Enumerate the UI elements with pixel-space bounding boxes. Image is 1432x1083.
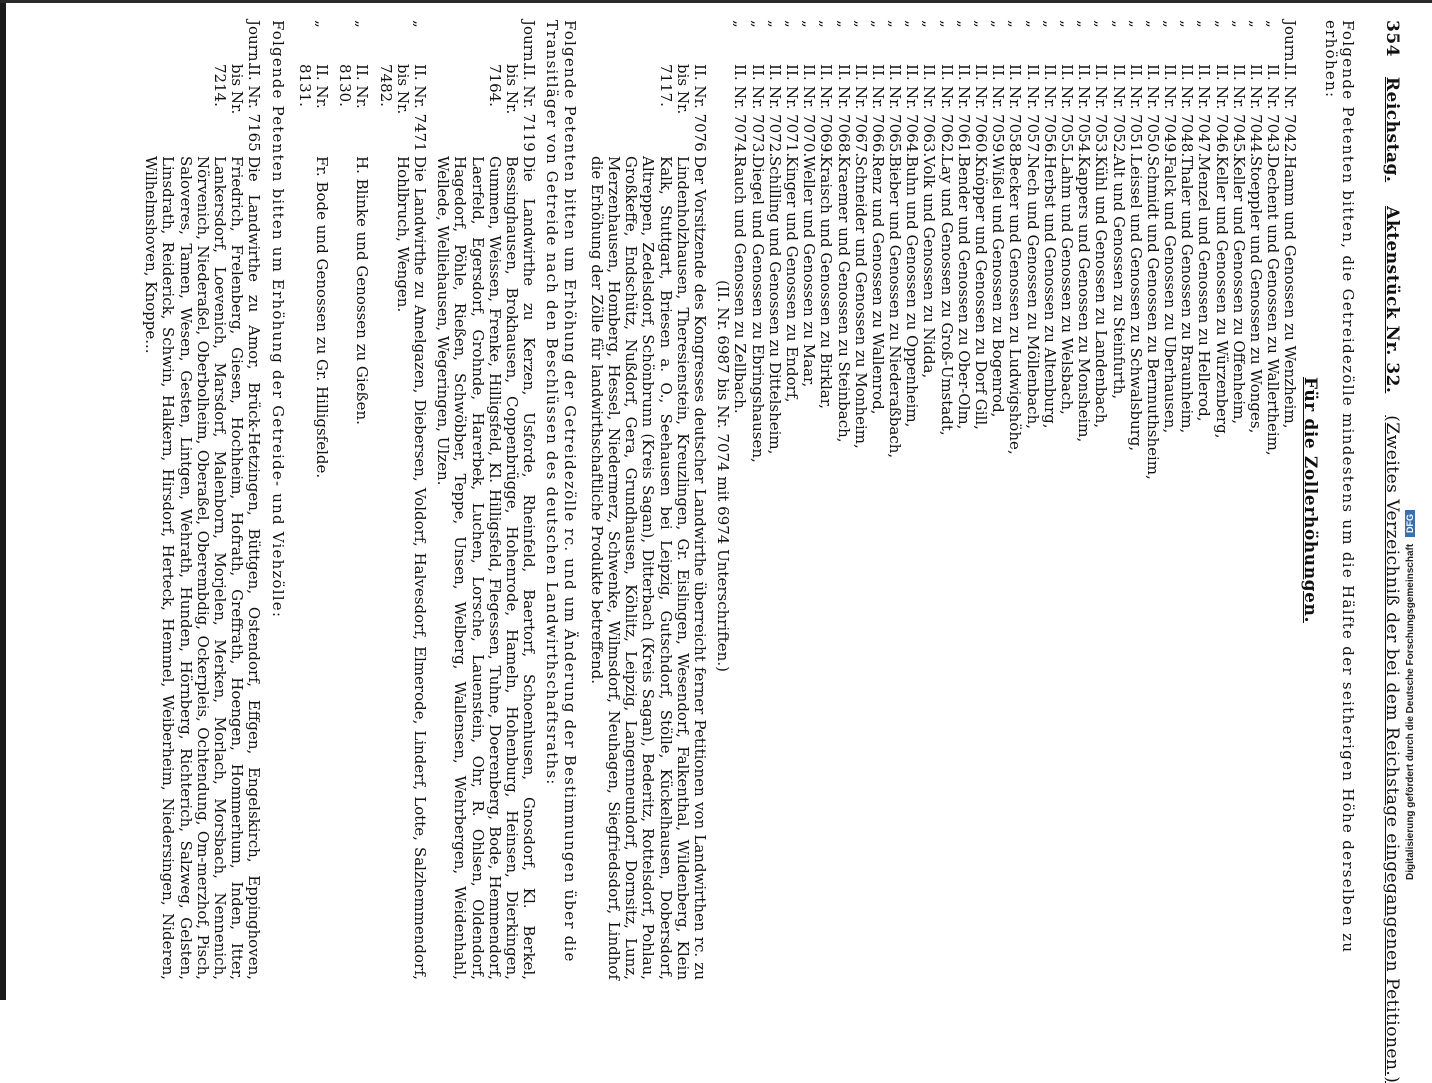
scan-edge-top: [0, 0, 1432, 3]
signatures-note: (II. Nr. 6987 bis Nr. 7074 mit 6974 Unterschriften.): [714, 280, 733, 672]
journal-prefix: „: [868, 20, 887, 28]
petition-section: II.: [886, 64, 905, 81]
petition-row: [972, 20, 989, 980]
petition-section: II.: [903, 64, 922, 81]
petitioner-name: Diegel und Genossen zu Ebringshausen,: [748, 156, 767, 463]
journal-prefix: „: [834, 20, 853, 28]
journal-prefix: „: [920, 20, 939, 28]
petition-block: Journ. II. Nr. 7165 bis Nr. 7214. Die Landwirthe zu Amor, Brück-Hetzingen, Büttgen, Ostendorf, Effgen, Engelskirch, Eppinghoven, Friedrich, Frelenberg, Giesen, Hochheim, Hofrath, Greffrath, Hoengen, Hommerhum, Inden, Itter, Lankersdorf, Loevenich, Marsdorf, Malenborn, Morjelen, Merken, Morlach, Morsbach, Nennenich, Nörvenich, Niederaßel, Oberbolheim, Oberaßel, Oberembdig, Ockerpleis, Ochtendung, Om-merzhof, Pisch, Saloveres, Tamen, Wesen, Gesten, Lintgen, Wehrath, Hunden, Hörnberg, Richterich, Salzweg, Gelsten, Linsdrath, Reiderick, Schwin, Halkern, Hirsdorf, Herteck, Hemmel, Weiberheim, Niedersingen, Nideren, Wilhelmshoven, Knoppe...: [142, 20, 264, 980]
petitioner-name: Kühl und Genossen zu Landenbach,: [1092, 156, 1111, 429]
petitioner-name: Nech und Genossen zu Möllenbach,: [1023, 156, 1042, 430]
petition-row: [748, 20, 765, 980]
petition-row: [937, 20, 954, 980]
journal-prefix: „: [972, 20, 991, 28]
petitioner-name: Kraisch und Genossen zu Birklar,: [817, 156, 836, 410]
petition-row: [1144, 20, 1161, 980]
petitioner-name: Schmidt und Genossen zu Bernnuthsheim,: [1143, 156, 1162, 480]
journal-prefix: „: [886, 20, 905, 28]
rotated-page: [60, 20, 1402, 1083]
petition-number: Nr. 7054.: [1075, 86, 1094, 158]
petitioner-name: Keller und Genossen zu Offenheim,: [1229, 156, 1248, 425]
petitioner-name: Weller und Genossen zu Maar,: [800, 156, 819, 388]
petition-number: Nr. 7062.: [937, 86, 956, 158]
petition-number: Nr. 7044.: [1247, 86, 1266, 158]
journal-prefix: „: [1040, 20, 1059, 28]
petition-block: „ II. Nr. 8131. Fr. Bode und Genossen zu Gr. Hilligsfelde.: [296, 20, 330, 980]
petition-subject: die Erhöhung der Zölle für landwirthschaftliche Produkte betreffend.: [587, 156, 606, 684]
petitioner-name: Kinger und Genossen zu Endorf,: [782, 156, 801, 403]
petition-text: Die Landwirthe zu Amelgazen, Diebersen, Voldorf, Halvesdorf, Elmerode, Linderf, Lotte, Salzhemmendorf, Hohlbruch, Wengen.: [393, 156, 429, 980]
petition-row: [817, 20, 834, 980]
header-subtitle: (Zweites Verzeichniß der bei dem Reichstage eingegangenen Petitionen.): [1382, 415, 1402, 1083]
petition-ref: II. Nr. 7076 bis Nr. 7117.: [656, 64, 709, 152]
petition-section: II.: [1075, 64, 1094, 81]
petition-text: Fr. Bode und Genossen zu Gr. Hilligsfelde.: [312, 156, 331, 479]
petitioner-name: Rauch und Genossen zu Zellbach.: [731, 156, 750, 414]
petition-section: II.: [765, 64, 784, 81]
petition-section: II.: [1229, 64, 1248, 81]
journal-prefix: „: [1109, 20, 1128, 28]
petition-number: Nr. 7053.: [1092, 86, 1111, 158]
petitioner-name: Schilling und Genossen zu Dittelsheim,: [765, 156, 784, 455]
petition-section: II.: [1264, 64, 1283, 81]
petition-number: Nr. 7073.: [748, 86, 767, 158]
petition-section: II.: [954, 64, 973, 81]
petition-section: II.: [1023, 64, 1042, 81]
petition-number: Nr. 7072.: [765, 86, 784, 158]
journal-prefix: „: [1126, 20, 1145, 28]
journal-prefix: „: [765, 20, 784, 28]
petition-section: II.: [1057, 64, 1076, 81]
petition-row: [869, 20, 886, 980]
petition-number: Nr. 7042.: [1281, 86, 1300, 158]
petitioner-name: Renz und Genossen zu Wallenrod,: [868, 156, 887, 415]
petition-section: II.: [748, 64, 767, 81]
petition-row: [1092, 20, 1109, 980]
petition-text: H. Blinke und Genossen zu Gießen.: [353, 156, 372, 425]
petition-section: II.: [868, 64, 887, 81]
journal-prefix: „: [1092, 20, 1111, 28]
petition-number: Nr. 7047.: [1195, 86, 1214, 158]
petition-number: Nr. 7045.: [1229, 86, 1248, 158]
petition-number: Nr. 7046.: [1212, 86, 1231, 158]
petition-block: Journ. II. Nr. 7119 bis Nr. 7164. Die Landwirthe zu Kerzen, Usforde, Rheinfeld, Baertorf, Schoenhusen, Gnosdorf, Kl. Berkel, Bessinghausen, Brokhausen, Coppenbrügge, Hohenrode, Hameln, Hohenburg, Heinsen, Dierkingen, Gummen, Weissen, Frenke, Hilligsfeld, Kl. Hilligsfeld, Flegessen, Tuhne, Doerenberg, Bode, Hemmendorf, Laerfeld, Egersdorf, Grohnde, Harerbek, Luchen, Lorsche, Lauenstein, Ohr, R. Ohlsen, Oldendorf, Hagedorf, Pöhle, Rießen, Schwöbber, Teppe, Unsen, Welberg, Wallensen, Wehrbergen, Weidenhahl, Wellede, Welliehausen, Wegeringen, Ulzen.: [434, 20, 539, 980]
petition-number: Nr. 7063.: [920, 86, 939, 158]
petition-row: [1230, 20, 1247, 980]
journal-prefix: „: [1057, 20, 1076, 28]
petition-section: II.: [731, 64, 750, 81]
petition-block: „ II. Nr. 7471 bis Nr. 7482. Die Landwirthe zu Amelgazen, Diebersen, Voldorf, Halvesdorf, Elmerode, Linderf, Lotte, Salzhemmendorf, Hohlbruch, Wengen.: [376, 20, 429, 980]
petition-row: [1058, 20, 1075, 980]
petition-row: [783, 20, 800, 980]
petition-number: Nr. 7070.: [800, 86, 819, 158]
petition-section: II.: [851, 64, 870, 81]
journal-prefix: „: [851, 20, 870, 28]
annex-title: Aktenstück Nr. 32.: [1382, 206, 1402, 394]
petition-number: Nr. 7055.: [1057, 86, 1076, 158]
journal-prefix: „: [1229, 20, 1248, 28]
petitioner-name: Thaler und Genossen zu Braunheim,: [1178, 156, 1197, 434]
journal-prefix: „: [954, 20, 973, 28]
petitioner-name: Kraemer und Genossen zu Steinbach,: [834, 156, 853, 443]
petitioner-name: Menzel und Genossen zu Hellerod,: [1195, 156, 1214, 422]
petition-row: [1109, 20, 1126, 980]
petition-number: Nr. 7051.: [1126, 86, 1145, 158]
petition-number: Nr. 7066.: [868, 86, 887, 158]
petitioner-name: Bieber und Genossen zu Niederaßbach,: [886, 156, 905, 459]
petitioner-name: Lay und Genossen zu Groß-Umstadt,: [937, 156, 956, 436]
petition-number: Nr. 7052.: [1109, 86, 1128, 158]
petition-row: [834, 20, 851, 980]
petition-number: Nr. 7043.: [1264, 86, 1283, 158]
journal-prefix: „: [1023, 20, 1042, 28]
petition-number: Nr. 7056.: [1040, 86, 1059, 158]
petition-number: Nr. 7049.: [1161, 86, 1180, 158]
petition-ref: II. Nr. 7165 bis Nr. 7214.: [210, 64, 264, 152]
journal-prefix: „: [1178, 20, 1197, 28]
petition-row: [1178, 20, 1195, 980]
petitioner-name: Leissel und Genossen zu Schwalsburg,: [1126, 156, 1145, 452]
journal-prefix: „: [1143, 20, 1162, 28]
petitioner-name: Volk und Genossen zu Nidda,: [920, 156, 939, 379]
petition-number: Nr. 7057.: [1023, 86, 1042, 158]
journal-prefix: „: [1195, 20, 1214, 28]
petition-row: [1212, 20, 1229, 980]
dfg-logo: DFG: [1405, 510, 1415, 537]
petition-text: Der Vorsitzende des Kongresses deutscher Landwirthe überreicht ferner Petitionen von Landwirthen rc. zu Lindenholzhausen, Theresienstein, Kreuzlingen, Gr. Eislingen, Wesendorf, Falkenthal, Wildenberg, Klein Kalk, Stuttgart, Briesen a. O., Seehausen bei Leipzig, Gutschdorf, Stölle, Kückelhausen, Dobersdorf, Altreppen, Zedelsdorf, Schönbrunn (Kreis Sagan), Ditterbach (Kreis Sagan), Bederitz, Rottelsdorf, Pohlau, Großkeffe, Endschütz, Nußdorf, Gera, Grundhausen, Köhlitz, Leipzig, Langenneundorf, Dornsitz, Lunz, Merzenhausen, Homberg, Hessel, Niedermerz, Schwenke, Wilmsdorf, Neuhagen, Siegfriedsdorf, Lindhof: [604, 156, 709, 980]
petitioner-name: Falck und Genossen zu Uberhausen,: [1161, 156, 1180, 434]
journal-prefix: „: [731, 20, 750, 28]
petition-section: II.: [1281, 64, 1300, 81]
journal-prefix: „: [1006, 20, 1025, 28]
journal-prefix: „: [1075, 20, 1094, 28]
petition-number: Nr. 7068.: [834, 86, 853, 158]
petitioner-name: Keller und Genossen zu Würzenberg,: [1212, 156, 1231, 439]
petition-section: II.: [1161, 64, 1180, 81]
petition-section: II.: [1212, 64, 1231, 81]
petition-list: [731, 20, 1298, 980]
petition-section: II.: [1126, 64, 1145, 81]
dfg-note-text: Digitalisierung gefördert durch die Deutsche Forschungsgemeinschaft: [1405, 543, 1416, 880]
petition-number: Nr. 7074.: [731, 86, 750, 158]
journal-prefix: „: [903, 20, 922, 28]
petition-section: II.: [1040, 64, 1059, 81]
petition-section: II.: [972, 64, 991, 81]
petitioner-name: Bender und Genossen zu Ober-Olm,: [954, 156, 973, 430]
section-title: Für die Zollerhöhungen.: [1299, 376, 1320, 624]
petition-number: Nr. 7065.: [886, 86, 905, 158]
petition-ref: II. Nr. 7471 bis Nr. 7482.: [376, 64, 429, 152]
intro-paragraph-3: Folgende Petenten bitten um Erhöhung der Getreide- und Viehzölle:: [268, 20, 287, 619]
petition-number: Nr. 7060.: [972, 86, 991, 158]
petitioner-name: Alt und Genossen zu Steinfurth,: [1109, 156, 1128, 400]
page-header: [1368, 20, 1402, 1083]
petition-section: II.: [937, 64, 956, 81]
petition-row: [886, 20, 903, 980]
petition-block: [588, 20, 708, 980]
petition-number: Nr. 7059.: [989, 86, 1008, 158]
petitioner-name: Kappers und Genossen zu Monsheim,: [1075, 156, 1094, 443]
petition-row: [1023, 20, 1040, 980]
petition-number: Nr. 7058.: [1006, 86, 1025, 158]
petitioner-name: Schneider und Genossen zu Monheim,: [851, 156, 870, 449]
petition-block: „ II. Nr. 8130. H. Blinke und Genossen zu Gießen.: [336, 20, 370, 980]
petition-number: Nr. 7048.: [1178, 86, 1197, 158]
petition-row: [920, 20, 937, 980]
journal-prefix: „: [937, 20, 956, 28]
journal-prefix: „: [989, 20, 1008, 28]
journal-prefix: Journ.: [1281, 20, 1300, 67]
petition-row: [1075, 20, 1092, 980]
petition-row: [1041, 20, 1058, 980]
petition-section: II.: [1195, 64, 1214, 81]
petition-number: Nr. 7050.: [1143, 86, 1162, 158]
petition-row: [1161, 20, 1178, 980]
petition-section: II.: [1143, 64, 1162, 81]
petitioner-name: Buhn und Genossen zu Oppenheim,: [903, 156, 922, 428]
petition-section: II.: [1178, 64, 1197, 81]
petition-row: [903, 20, 920, 980]
petition-row: [989, 20, 1006, 980]
petition-number: Nr. 7061.: [954, 86, 973, 158]
petitioner-name: Knöpper und Genossen zu Dorf Gill,: [972, 156, 991, 430]
text-body: [142, 20, 1356, 980]
petitioner-name: Stoeppler und Genossen zu Wonges,: [1247, 156, 1266, 434]
intro-paragraph: Folgende Petenten bitten, die Getreidezölle mindestens um die Hälfte der seitherigen Höhe derselben zu erhöhen:: [1321, 20, 1357, 954]
petition-section: II.: [920, 64, 939, 81]
journal-prefix: „: [1264, 20, 1283, 28]
journal-prefix: „: [1161, 20, 1180, 28]
petition-section: II.: [834, 64, 853, 81]
petition-number: Nr. 7064.: [903, 86, 922, 158]
petition-number: Nr. 7069.: [817, 86, 836, 158]
journal-prefix: „: [748, 20, 767, 28]
petition-row: [1281, 20, 1298, 980]
petitioner-name: Lahm und Genossen zu Welsbach,: [1057, 156, 1076, 415]
petition-text: Die Landwirthe zu Kerzen, Usforde, Rheinfeld, Baertorf, Schoenhusen, Gnosdorf, Kl. Berkel, Bessinghausen, Brokhausen, Coppenbrügge, Hohenrode, Hameln, Hohenburg, Heinsen, Dierkingen, Gummen, Weissen, Frenke, Hilligsfeld, Kl. Hilligsfeld, Flegessen, Tuhne, Doerenberg, Bode, Hemmendorf, Laerfeld, Egersdorf, Grohnde, Harerbek, Luchen, Lorsche, Lauenstein, Ohr, R. Ohlsen, Oldendorf, Hagedorf, Pöhle, Rießen, Schwöbber, Teppe, Unsen, Welberg, Wallensen, Wehrbergen, Weidenhahl, Wellede, Welliehausen, Wegeringen, Ulzen.: [434, 156, 539, 980]
petition-row: [852, 20, 869, 980]
petitioner-name: Becker und Genossen zu Ludwigshöhe,: [1006, 156, 1025, 455]
petition-section: II.: [1006, 64, 1025, 81]
journal-prefix: „: [817, 20, 836, 28]
petition-row: [1247, 20, 1264, 980]
petition-section: II.: [800, 64, 819, 81]
petition-row: [1127, 20, 1144, 980]
petitioner-name: Herbst und Genossen zu Altenburg,: [1040, 156, 1059, 429]
petition-section: II.: [1247, 64, 1266, 81]
petitioner-name: Dechent und Genossen zu Wallertheim,: [1264, 156, 1283, 456]
petition-section: II.: [1092, 64, 1111, 81]
journal-prefix: „: [782, 20, 801, 28]
page-number: 354: [1382, 20, 1402, 57]
petition-ref: II. Nr. 8130.: [336, 64, 372, 109]
petition-ref: II. Nr. 7119 bis Nr. 7164.: [485, 64, 539, 152]
petition-number: Nr. 7071.: [782, 86, 801, 158]
journal-title: Reichstag.: [1382, 76, 1402, 183]
petition-row: [1195, 20, 1212, 980]
petition-section: II.: [782, 64, 801, 81]
petition-row: [766, 20, 783, 980]
petition-row: [1006, 20, 1023, 980]
petition-row: [800, 20, 817, 980]
petition-number: Nr. 7067.: [851, 86, 870, 158]
petition-section: II.: [989, 64, 1008, 81]
journal-prefix: „: [1247, 20, 1266, 28]
petition-text: Die Landwirthe zu Amor, Brück-Hetzingen, Büttgen, Ostendorf, Effgen, Engelskirch, Eppinghoven, Friedrich, Frelenberg, Giesen, Hochheim, Hofrath, Greffrath, Hoengen, Hommerhum, Inden, Itter, Lankersdorf, Loevenich, Marsdorf, Malenborn, Morjelen, Merken, Morlach, Morsbach, Nennenich, Nörvenich, Niederaßel, Oberbolheim, Oberaßel, Oberembdig, Ockerpleis, Ochtendung, Om-merzhof, Pisch, Saloveres, Tamen, Wesen, Gesten, Lintgen, Wehrath, Hunden, Hörnberg, Richterich, Salzweg, Gelsten, Linsdrath, Reiderick, Schwin, Halkern, Hirsdorf, Herteck, Hemmel, Weiberheim, Niedersingen, Nideren, Wilhelmshoven, Knoppe...: [142, 156, 264, 980]
petitioner-name: Wißel und Genossen zu Bogenrod,: [989, 156, 1008, 418]
dfg-funding-note: [1405, 120, 1419, 880]
petition-row: [955, 20, 972, 980]
scan-edge: [0, 0, 6, 1000]
intro-paragraph-2: Folgende Petenten bitten um Erhöhung der Getreidezölle rc. und um Änderung der Bestimmungen über die Transitläger von Getreide nach den Beschlüssen des deutschen Landwirthschaftsraths:: [543, 20, 579, 963]
journal-prefix: „: [1212, 20, 1231, 28]
petition-row: [731, 20, 748, 980]
petition-section: II.: [817, 64, 836, 81]
petition-section: II.: [1109, 64, 1128, 81]
petitioner-name: Hamm und Genossen zu Wenzheim,: [1281, 156, 1300, 429]
petition-row: [1264, 20, 1281, 980]
journal-prefix: „: [800, 20, 819, 28]
petition-ref: II. Nr. 8131.: [295, 64, 331, 109]
